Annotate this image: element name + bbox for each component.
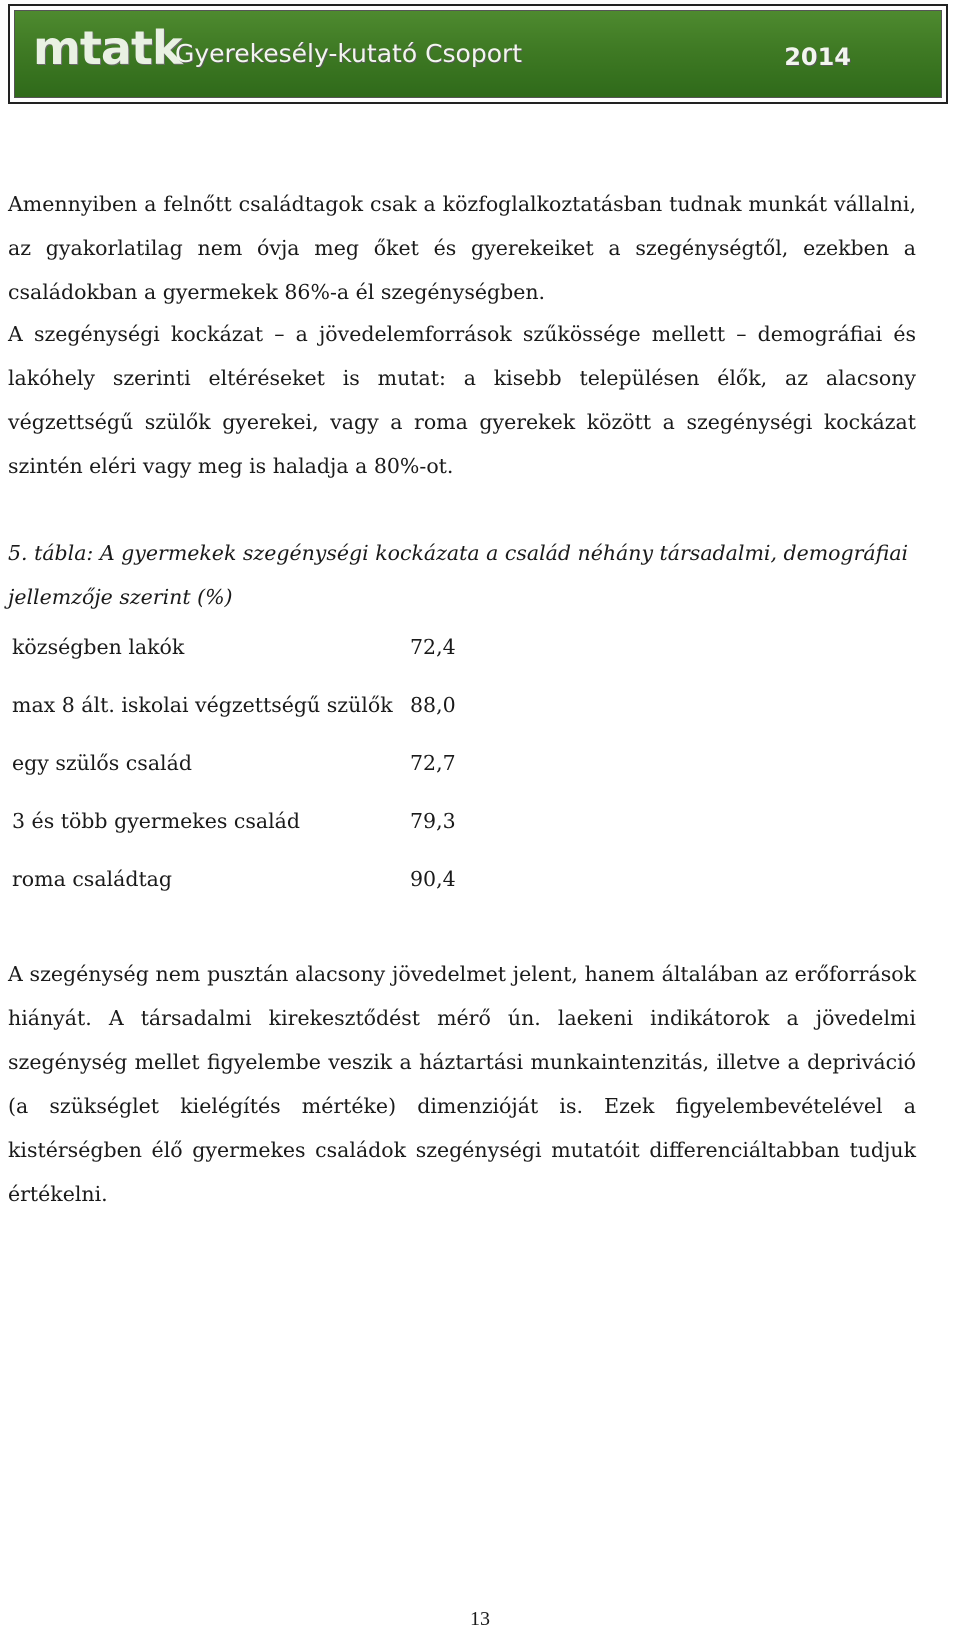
table-row-label: községben lakók <box>12 635 185 659</box>
poverty-risk-table <box>12 618 472 908</box>
table-row-value: 90,4 <box>410 867 456 891</box>
table-row-value: 88,0 <box>410 693 456 717</box>
paragraph-2: A szegénységi kockázat – a jövedelemforrások szűkössége mellett – demográfiai és lakóhely szerinti eltéréseket is mutat: a kisebb településen élők, az alacsony végzettségű szülők gyerekei, vagy a roma gyerekek között a szegénységi kockázat szintén eléri vagy meg is haladja a 80%-ot. <box>8 322 916 478</box>
table-caption: 5. tábla: A gyermekek szegénységi kockázata a család néhány társadalmi, demográfiai jellemzője szerint (%) <box>8 541 909 609</box>
table-row-label: 3 és több gyermekes család <box>12 809 300 833</box>
header-banner-background <box>14 10 942 98</box>
table-row-label: max 8 ált. iskolai végzettségű szülők <box>12 693 393 717</box>
paragraph-1: Amennyiben a felnőtt családtagok csak a közfoglalkoztatásban tudnak munkát vállalni, az gyakorlatilag nem óvja meg őket és gyerekeiket a szegénységtől, ezekben a családokban a gyermekek 86%-a él szegénységben. <box>8 192 916 304</box>
header-banner <box>8 4 948 104</box>
table-row <box>12 676 472 734</box>
table-row-value: 72,7 <box>410 751 456 775</box>
table-row <box>12 792 472 850</box>
header-title: Gyerekesély-kutató Csoport <box>175 39 523 68</box>
table-row <box>12 734 472 792</box>
mtatk-logo: mtatk <box>33 21 182 75</box>
table-row-value: 79,3 <box>410 809 456 833</box>
table-row-label: roma családtag <box>12 867 173 891</box>
table-row <box>12 618 472 676</box>
table-row-value: 72,4 <box>410 635 456 659</box>
table-row-label: egy szülős család <box>12 751 192 775</box>
table-row <box>12 850 472 908</box>
page-number: 13 <box>470 1608 490 1630</box>
header-year: 2014 <box>784 43 851 71</box>
paragraph-3: A szegénység nem pusztán alacsony jövedelmet jelent, hanem általában az erőforrások hiányát. A társadalmi kirekesztődést mérő ún. laekeni indikátorok a jövedelmi szegénység mellet figyelembe veszik a háztartási munkaintenzitás, illetve a depriváció (a szükséglet kielégítés mértéke) dimenzióját is. Ezek figyelembevételével a kistérségben élő gyermekes családok szegénységi mutatóit differenciáltabban tudjuk értékelni. <box>8 962 916 1206</box>
